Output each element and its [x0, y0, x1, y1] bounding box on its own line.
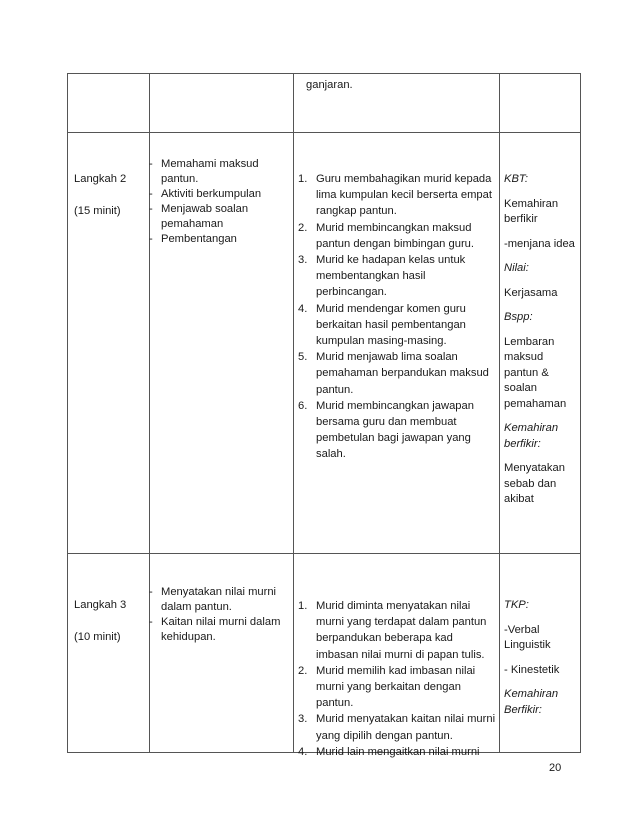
step-duration: (10 minit)	[74, 630, 121, 643]
note-text: Kerjasama	[504, 286, 558, 299]
note-text: Lembaran maksud pantun & soalan pemahaman	[504, 335, 567, 410]
activity-continued: ganjaran.	[306, 79, 353, 91]
activity-item: 3. Murid ke hadapan kelas untuk membentangkan hasil perbincangan.	[298, 254, 466, 299]
content-cell	[149, 585, 289, 645]
bspp-label: Bspp:	[504, 311, 533, 323]
activities-cell	[298, 598, 496, 760]
row-divider	[68, 553, 580, 554]
content-item: - Aktiviti berkumpulan	[149, 188, 262, 200]
note-text: Menyatakan sebab dan akibat	[504, 462, 565, 505]
content-item: - Kaitan nilai murni dalam kehidupan.	[149, 616, 281, 643]
step-label: Langkah 2	[74, 173, 127, 185]
step-cell	[74, 172, 146, 219]
activities-cell	[298, 171, 496, 463]
activity-item: 6. Murid membincangkan jawapan bersama guru dan membuat pembetulan bagi jawapan yang salah.	[298, 399, 474, 461]
kb-label: Kemahiran Berfikir:	[504, 688, 559, 716]
kb-label: Kemahiran berfikir:	[504, 422, 559, 450]
step-label: Langkah 3	[74, 599, 127, 611]
kbt-label: KBT:	[504, 173, 529, 185]
lesson-table	[67, 73, 581, 758]
activity-item: 5. Murid menjawab lima soalan pemahaman berpandukan maksud pantun.	[298, 351, 489, 396]
activity-item: 4. Murid lain mengaitkan nilai murni	[298, 745, 480, 758]
activity-item: 2. Murid memilih kad imbasan nilai murni yang berkaitan dengan pantun.	[298, 664, 476, 710]
activity-item: 1. Guru membahagikan murid kepada lima kumpulan kecil berserta empat rangkap pantun.	[298, 173, 492, 218]
note-text: - Kinestetik	[504, 663, 560, 676]
content-item: - Pembentangan	[149, 233, 237, 245]
content-item: - Memahami maksud pantun.	[149, 158, 259, 185]
activity-item: 3. Murid menyatakan kaitan nilai murni yang dipilih dengan pantun.	[298, 713, 496, 742]
content-item: - Menjawab soalan pemahaman	[149, 203, 249, 230]
note-text: -menjana idea	[504, 237, 575, 250]
activity-item: 2. Murid membincangkan maksud pantun dengan bimbingan guru.	[298, 221, 474, 250]
activity-item: 4. Murid mendengar komen guru berkaitan hasil pembentangan kumpulan masing-masing.	[298, 302, 466, 348]
step-duration: (15 minit)	[74, 204, 121, 217]
content-item: - Menyatakan nilai murni dalam pantun.	[149, 586, 277, 613]
notes-cell	[504, 172, 576, 517]
content-cell	[149, 157, 289, 247]
notes-cell	[504, 598, 576, 727]
step-cell	[74, 598, 146, 645]
note-text: Kemahiran berfikir	[504, 197, 559, 225]
activity-item: 1. Murid diminta menyatakan nilai murni yang terdapat dalam pantun berpandukan beberapa kad imbasan nilai murni di papan tulis.	[298, 600, 487, 661]
nilai-label: Nilai:	[504, 262, 529, 274]
column-divider	[499, 74, 500, 752]
column-divider	[293, 74, 294, 752]
row-divider	[68, 132, 580, 133]
tkp-label: TKP:	[504, 599, 529, 611]
page-number: 20	[549, 762, 562, 774]
note-text: -Verbal Linguistik	[504, 623, 551, 651]
